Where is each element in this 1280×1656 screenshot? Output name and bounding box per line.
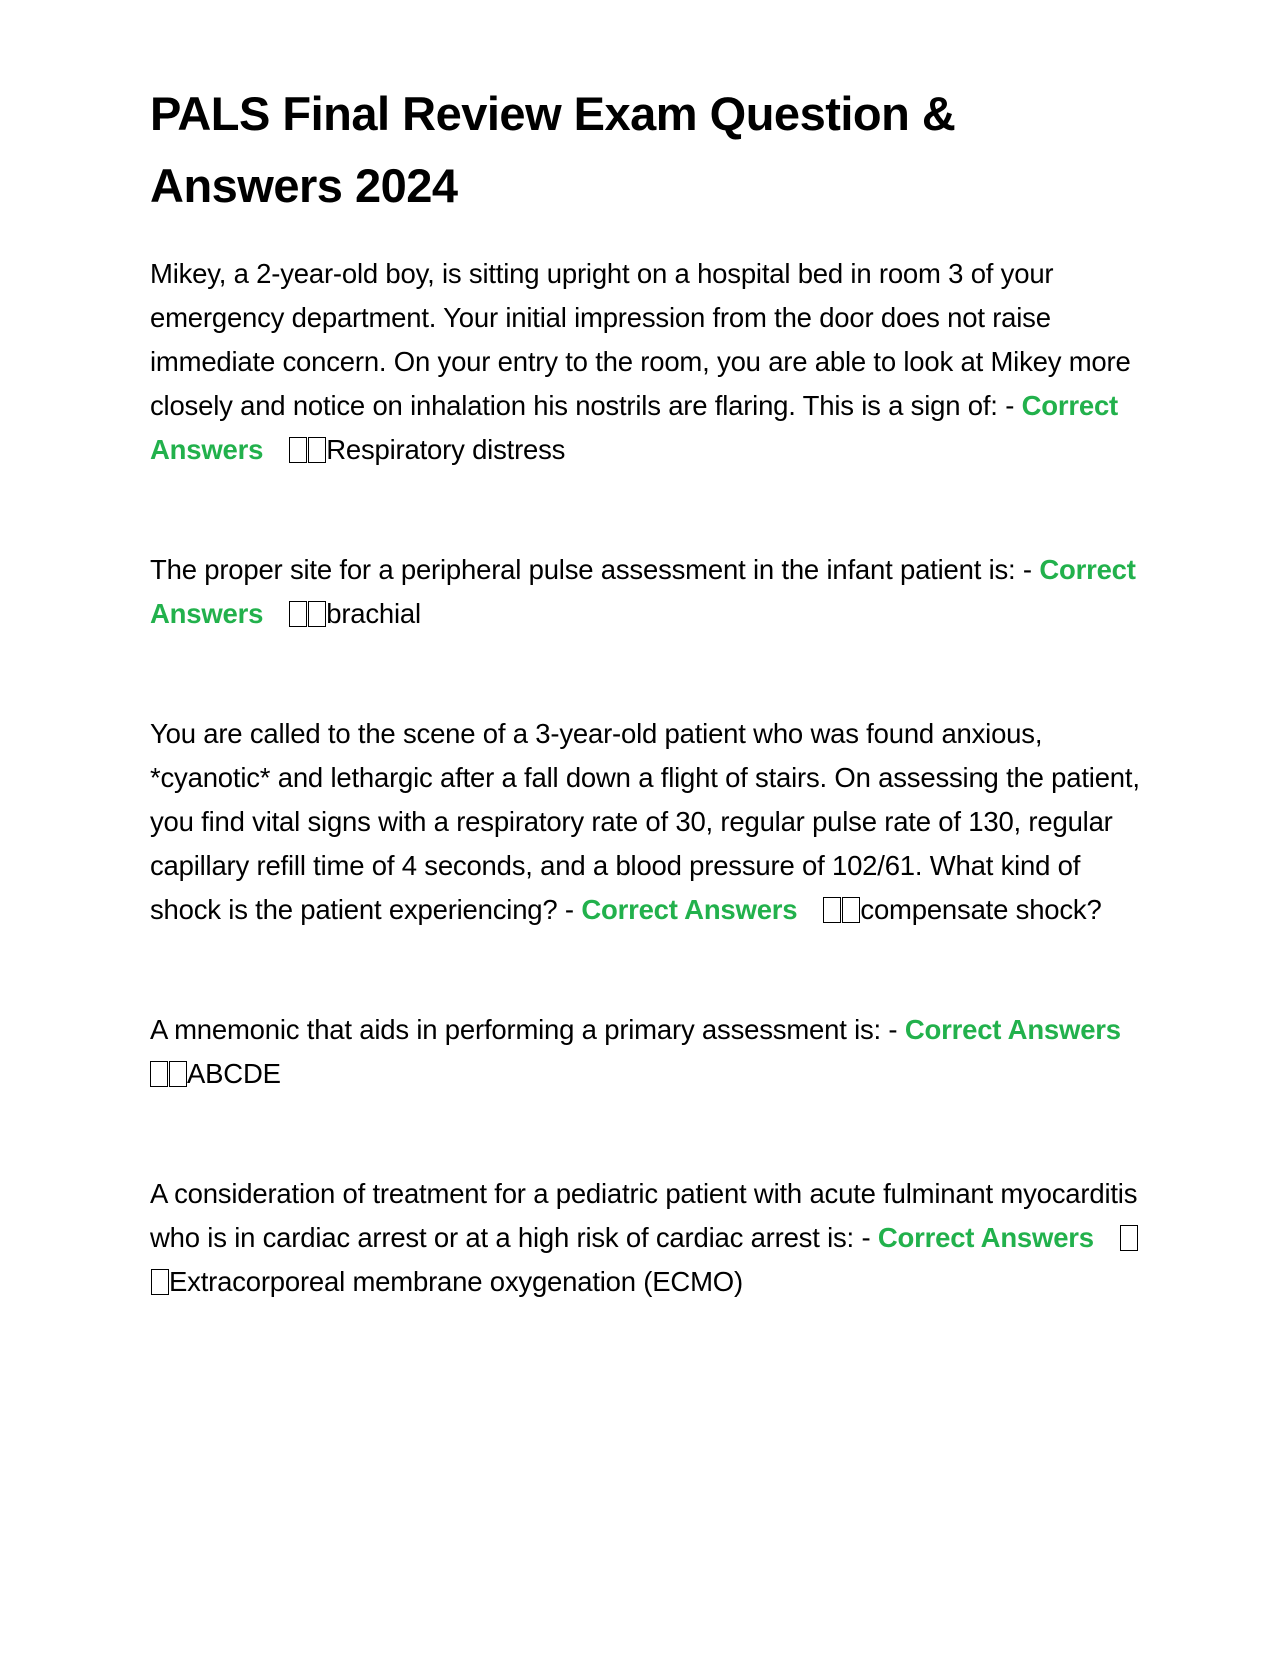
- correct-answers-label: Correct Answers: [581, 894, 798, 925]
- question-text: Mikey, a 2-year-old boy, is sitting upright on a hospital bed in room 3 of your emergency department. Your initial impression from the door does not raise immediate concern. On your entry to the room, you are able to look at Mikey more closely and notice on inhalation his nostrils are flaring. This is a sign of: -: [150, 258, 1131, 421]
- missing-glyph-box-icon: [169, 1061, 187, 1087]
- correct-answers-label: Correct Answers: [877, 1222, 1094, 1253]
- missing-glyph-box-icon: [289, 437, 307, 463]
- missing-glyph-box-icon: [150, 1061, 168, 1087]
- qa-item-5: [150, 1172, 1150, 1304]
- answer-text: Respiratory distress: [326, 434, 566, 465]
- answer-text: ABCDE: [187, 1058, 281, 1089]
- missing-glyph-box-icon: [842, 897, 860, 923]
- missing-glyph-box-icon: [289, 601, 307, 627]
- missing-glyph-box-icon: [1120, 1225, 1138, 1251]
- correct-answers-label: Correct Answers: [904, 1014, 1121, 1045]
- answer-text: compensate shock?: [860, 894, 1102, 925]
- missing-glyph-box-icon: [151, 1269, 169, 1295]
- qa-item-2: [150, 548, 1150, 636]
- qa-item-4: [150, 1008, 1150, 1096]
- correct-answers-label: Correct Answers: [150, 390, 1119, 465]
- question-text: The proper site for a peripheral pulse assessment in the infant patient is: -: [150, 554, 1040, 585]
- document-title: PALS Final Review Exam Question & Answers 2024: [150, 87, 956, 212]
- qa-item-1: [150, 252, 1150, 472]
- answer-text: Extracorporeal membrane oxygenation (ECMO): [169, 1266, 743, 1297]
- missing-glyph-box-icon: [308, 601, 326, 627]
- qa-item-3: [150, 712, 1150, 932]
- question-text: A consideration of treatment for a pediatric patient with acute fulminant myocarditis who is in cardiac arrest or at a high risk of cardiac arrest is: -: [150, 1178, 1138, 1253]
- question-text: A mnemonic that aids in performing a primary assessment is: -: [150, 1014, 905, 1045]
- document-page: [150, 78, 1150, 1380]
- question-text: You are called to the scene of a 3-year-old patient who was found anxious, *cyanotic* and lethargic after a fall down a flight of stairs. On assessing the patient, you find vital signs with a respiratory rate of 30, regular pulse rate of 130, regular capillary refill time of 4 seconds, and a blood pressure of 102/61. What kind of shock is the patient experiencing? -: [150, 718, 1140, 925]
- answer-text: brachial: [326, 598, 421, 629]
- correct-answers-label: Correct Answers: [150, 554, 1136, 629]
- missing-glyph-box-icon: [823, 897, 841, 923]
- missing-glyph-box-icon: [308, 437, 326, 463]
